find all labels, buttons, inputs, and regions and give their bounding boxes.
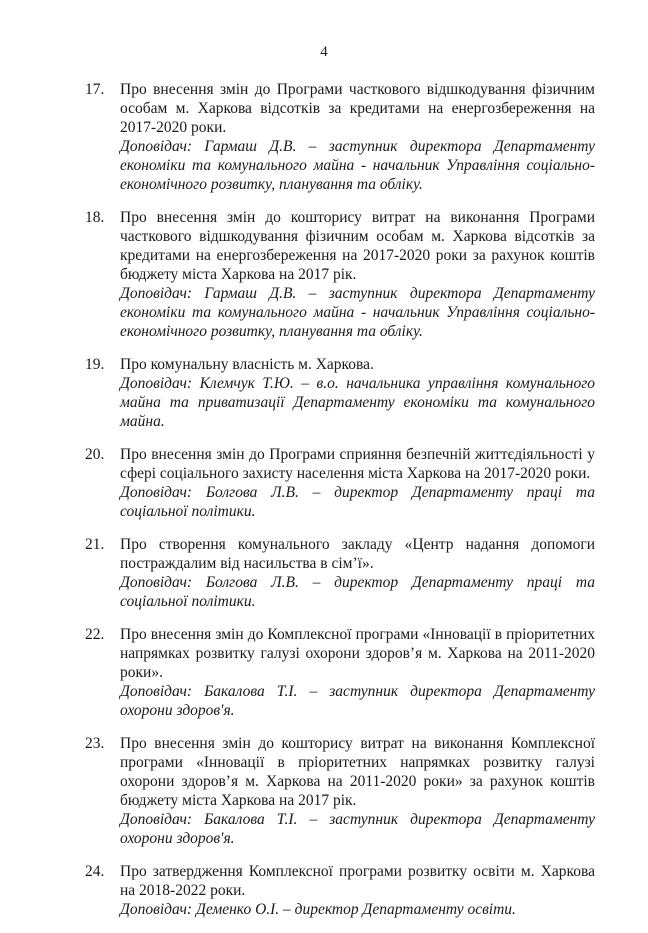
item-number: 24. [85, 863, 105, 880]
item-content [120, 734, 595, 848]
item-reporter: Доповідач: Бакалова Т.І. – заступник директора Департаменту охорони здоров'я. [120, 811, 595, 847]
item-content [120, 208, 595, 341]
item-reporter: Доповідач: Болгова Л.В. – директор Департаменту праці та соціальної політики. [120, 574, 595, 610]
agenda-item [85, 80, 595, 194]
agenda-item [85, 208, 595, 341]
item-title: Про комунальну власність м. Харкова. [120, 356, 374, 373]
item-number: 22. [85, 626, 105, 643]
agenda-item [85, 862, 595, 919]
item-title: Про внесення змін до кошторису витрат на виконання Програми часткового відшкодування фізичним особам м. Харкова відсотків за кредитами на енергозбереження на 2017-2020 роки за рахунок коштів бюджету міста Харкова на 2017 рік. [120, 209, 595, 283]
item-number: 20. [85, 446, 105, 463]
item-title: Про внесення змін до Комплексної програми «Інновації в пріоритетних напрямках розвитку галузі охорони здоров’я м. Харкова на 2011-2020 роки». [120, 626, 595, 681]
page-number: 4 [320, 44, 328, 60]
item-title: Про затвердження Комплексної програми розвитку освіти м. Харкова на 2018-2022 роки. [120, 863, 595, 899]
item-content [120, 445, 595, 521]
item-number: 23. [85, 735, 105, 752]
agenda-item [85, 535, 595, 611]
item-content [120, 862, 595, 919]
item-reporter: Доповідач: Клемчук Т.Ю. – в.о. начальника управління комунального майна та приватизації Департаменту економіки та комунального майна. [120, 375, 595, 430]
item-reporter: Доповідач: Деменко О.І. – директор Департаменту освіти. [120, 901, 516, 918]
item-title: Про внесення змін до Програми часткового відшкодування фізичним особам м. Харкова відсотків за кредитами на енергозбереження на 2017-2020 роки. [120, 81, 595, 136]
item-reporter: Доповідач: Гармаш Д.В. – заступник директора Департаменту економіки та комунального майна - начальник Управління соціально-економічного розвитку, планування та обліку. [120, 285, 595, 340]
item-title: Про створення комунального закладу «Центр надання допомоги постраждалим від насильства в сім’ї». [120, 536, 595, 572]
item-content [120, 535, 595, 611]
item-number: 17. [85, 81, 105, 98]
agenda-item [85, 355, 595, 431]
agenda-item [85, 625, 595, 720]
item-content [120, 80, 595, 194]
agenda-item [85, 445, 595, 521]
item-reporter: Доповідач: Бакалова Т.І. – заступник директора Департаменту охорони здоров'я. [120, 683, 595, 719]
item-number: 21. [85, 536, 105, 553]
item-title: Про внесення змін до Програми сприяння безпечній життєдіяльності у сфері соціального захисту населення міста Харкова на 2017-2020 роки. [120, 446, 595, 482]
agenda-item [85, 734, 595, 848]
item-number: 18. [85, 209, 105, 226]
item-content [120, 625, 595, 720]
item-reporter: Доповідач: Болгова Л.В. – директор Департаменту праці та соціальної політики. [120, 484, 595, 520]
item-number: 19. [85, 356, 105, 373]
agenda-list [85, 80, 595, 933]
item-content [120, 355, 595, 431]
item-title: Про внесення змін до кошторису витрат на виконання Комплексної програми «Інновації в пріоритетних напрямках розвитку галузі охорони здоров’я м. Харкова на 2011-2020 роки» за рахунок коштів бюджету міста Харкова на 2017 рік. [120, 735, 595, 809]
item-reporter: Доповідач: Гармаш Д.В. – заступник директора Департаменту економіки та комунального майна - начальник Управління соціально-економічного розвитку, планування та обліку. [120, 138, 595, 193]
